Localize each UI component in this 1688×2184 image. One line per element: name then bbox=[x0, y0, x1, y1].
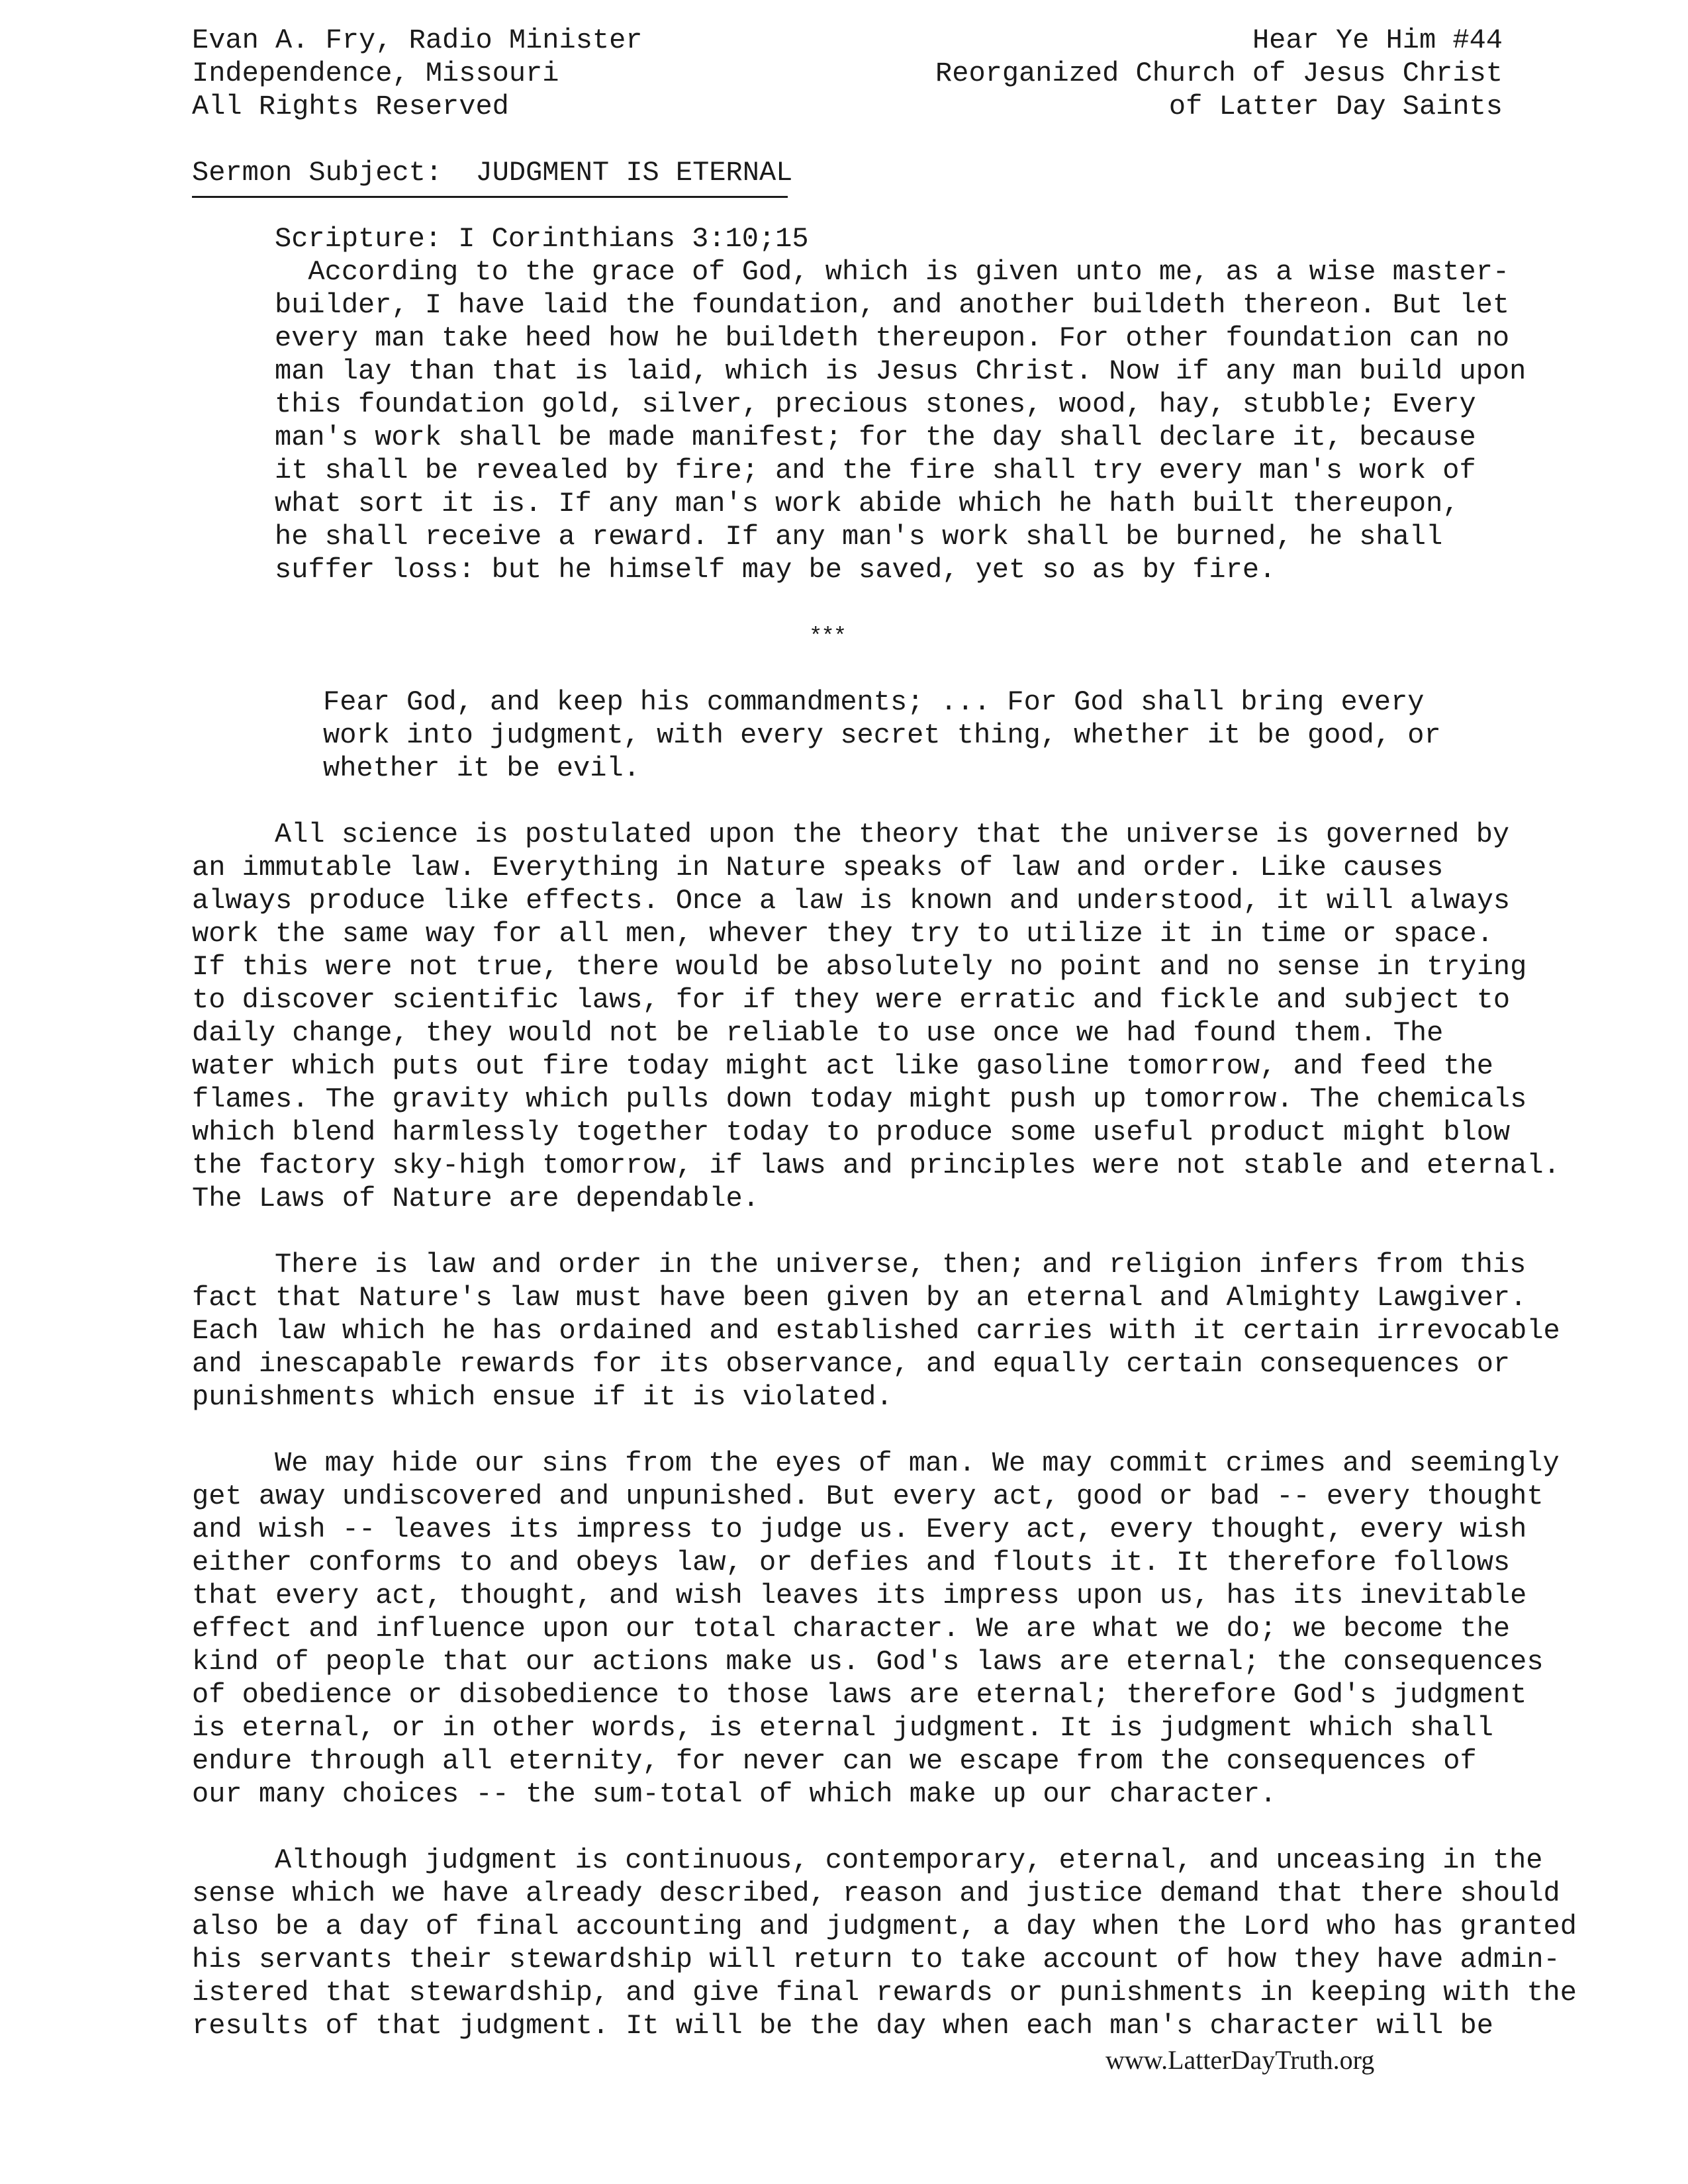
paragraph-line: flames. The gravity which pulls down today might push up tomorrow. The chemicals bbox=[192, 1083, 1527, 1115]
paragraph-line: of obedience or disobedience to those laws are eternal; therefore God's judgment bbox=[192, 1679, 1527, 1711]
scripture-line: every man take heed how he buildeth thereupon. For other foundation can no bbox=[275, 322, 1510, 354]
sermon-subject-label: Sermon Subject: bbox=[192, 157, 443, 189]
scripture-line: he shall receive a reward. If any man's work shall be burned, he shall bbox=[275, 521, 1443, 553]
paragraph-line: and inescapable rewards for its observance, and equally certain consequences or bbox=[192, 1348, 1511, 1380]
header-author-block bbox=[192, 24, 788, 123]
paragraph-line: water which puts out fire today might act like gasoline tomorrow, and feed the bbox=[192, 1050, 1493, 1082]
quote-block bbox=[323, 686, 1515, 785]
paragraph-science bbox=[192, 818, 1560, 1215]
paragraph-line: work the same way for all men, whever they try to utilize it in time or space. bbox=[192, 918, 1493, 950]
footer-website: www.LatterDayTruth.org bbox=[1105, 2045, 1375, 2075]
sermon-subject-title: JUDGMENT IS ETERNAL bbox=[475, 157, 793, 189]
scripture-reference: Scripture: I Corinthians 3:10;15 bbox=[275, 223, 809, 255]
paragraph-line: the factory sky-high tomorrow, if laws and principles were not stable and eternal. bbox=[192, 1150, 1560, 1181]
paragraph-line: fact that Nature's law must have been given by an eternal and Almighty Lawgiver. bbox=[192, 1282, 1527, 1314]
scripture-line: it shall be revealed by fire; and the fire shall try every man's work of bbox=[275, 455, 1476, 486]
paragraph-line: is eternal, or in other words, is eternal judgment. It is judgment which shall bbox=[192, 1712, 1493, 1744]
scripture-line: what sort it is. If any man's work abide which he hath built thereupon, bbox=[275, 488, 1460, 520]
paragraph-line: his servants their stewardship will return to take account of how they have admin- bbox=[192, 1944, 1560, 1976]
paragraph-line: Although judgment is continuous, contemporary, eternal, and unceasing in the bbox=[275, 1844, 1543, 1876]
paragraph-line: to discover scientific laws, for if they were erratic and fickle and subject to bbox=[192, 984, 1511, 1016]
paragraph-law-order bbox=[192, 1248, 1560, 1414]
section-separator: *** bbox=[809, 625, 846, 650]
paragraph-line: get away undiscovered and unpunished. But every act, good or bad -- every thought bbox=[192, 1480, 1544, 1512]
paragraph-line: an immutable law. Everything in Nature speaks of law and order. Like causes bbox=[192, 852, 1444, 884]
header-church-line: Reorganized Church of Jesus Christ bbox=[935, 58, 1503, 89]
paragraph-final-judgment bbox=[192, 1844, 1577, 2042]
subject-underline bbox=[192, 196, 788, 198]
scripture-line: According to the grace of God, which is given unto me, as a wise master- bbox=[275, 256, 1510, 288]
scripture-line: man lay than that is laid, which is Jesus Christ. Now if any man build upon bbox=[275, 355, 1526, 387]
paragraph-line: All science is postulated upon the theory that the universe is governed by bbox=[275, 819, 1510, 850]
quote-line: Fear God, and keep his commandments; ... For God shall bring every bbox=[323, 686, 1425, 718]
paragraph-line: and wish -- leaves its impress to judge us. Every act, every thought, every wish bbox=[192, 1514, 1527, 1545]
sermon-subject bbox=[192, 156, 792, 189]
paragraph-line: Each law which he has ordained and established carries with it certain irrevocable bbox=[192, 1315, 1560, 1347]
scripture-line: man's work shall be made manifest; for the day shall declare it, because bbox=[275, 422, 1476, 453]
header-series-line: Hear Ye Him #44 bbox=[1252, 24, 1503, 56]
scripture-line: suffer loss: but he himself may be saved, yet so as by fire. bbox=[275, 554, 1276, 586]
paragraph-line: either conforms to and obeys law, or defies and flouts it. It therefore follows bbox=[192, 1547, 1511, 1578]
quote-line: whether it be evil. bbox=[323, 752, 640, 784]
paragraph-line: sense which we have already described, reason and justice demand that there should bbox=[192, 1878, 1560, 1909]
paragraph-line: If this were not true, there would be absolutely no point and no sense in trying bbox=[192, 951, 1527, 983]
header-series-block bbox=[861, 24, 1503, 123]
paragraph-line: always produce like effects. Once a law is known and understood, it will always bbox=[192, 885, 1511, 917]
paragraph-line: istered that stewardship, and give final rewards or punishments in keeping with the bbox=[192, 1977, 1577, 2009]
header-church-line-2: of Latter Day Saints bbox=[1168, 91, 1503, 122]
scripture-line: builder, I have laid the foundation, and another buildeth thereon. But let bbox=[275, 289, 1510, 321]
header-author-line: Evan A. Fry, Radio Minister bbox=[192, 24, 643, 56]
paragraph-line: our many choices -- the sum-total of which make up our character. bbox=[192, 1778, 1277, 1810]
paragraph-line: endure through all eternity, for never can we escape from the consequences of bbox=[192, 1745, 1477, 1777]
paragraph-line: The Laws of Nature are dependable. bbox=[192, 1183, 759, 1214]
paragraph-line: which blend harmlessly together today to produce some useful product might blow bbox=[192, 1116, 1511, 1148]
scripture-block bbox=[275, 222, 1532, 586]
quote-line: work into judgment, with every secret thing, whether it be good, or bbox=[323, 719, 1441, 751]
paragraph-line: effect and influence upon our total character. We are what we do; we become the bbox=[192, 1613, 1511, 1645]
header-rights-line: All Rights Reserved bbox=[192, 91, 509, 122]
paragraph-line: results of that judgment. It will be the day when each man's character will be bbox=[192, 2010, 1493, 2042]
paragraph-line: punishments which ensue if it is violated. bbox=[192, 1381, 893, 1413]
paragraph-line: We may hide our sins from the eyes of man. We may commit crimes and seemingly bbox=[275, 1447, 1560, 1479]
scripture-line: this foundation gold, silver, precious stones, wood, hay, stubble; Every bbox=[275, 388, 1476, 420]
paragraph-line: daily change, they would not be reliable to use once we had found them. The bbox=[192, 1017, 1444, 1049]
paragraph-line: There is law and order in the universe, then; and religion infers from this bbox=[275, 1249, 1526, 1281]
paragraph-line: that every act, thought, and wish leaves its impress upon us, has its inevitable bbox=[192, 1580, 1527, 1612]
paragraph-hide-sins bbox=[192, 1447, 1560, 1811]
paragraph-line: also be a day of final accounting and judgment, a day when the Lord who has granted bbox=[192, 1911, 1577, 1942]
paragraph-line: kind of people that our actions make us. God's laws are eternal; the consequences bbox=[192, 1646, 1544, 1678]
header-location-line: Independence, Missouri bbox=[192, 58, 559, 89]
